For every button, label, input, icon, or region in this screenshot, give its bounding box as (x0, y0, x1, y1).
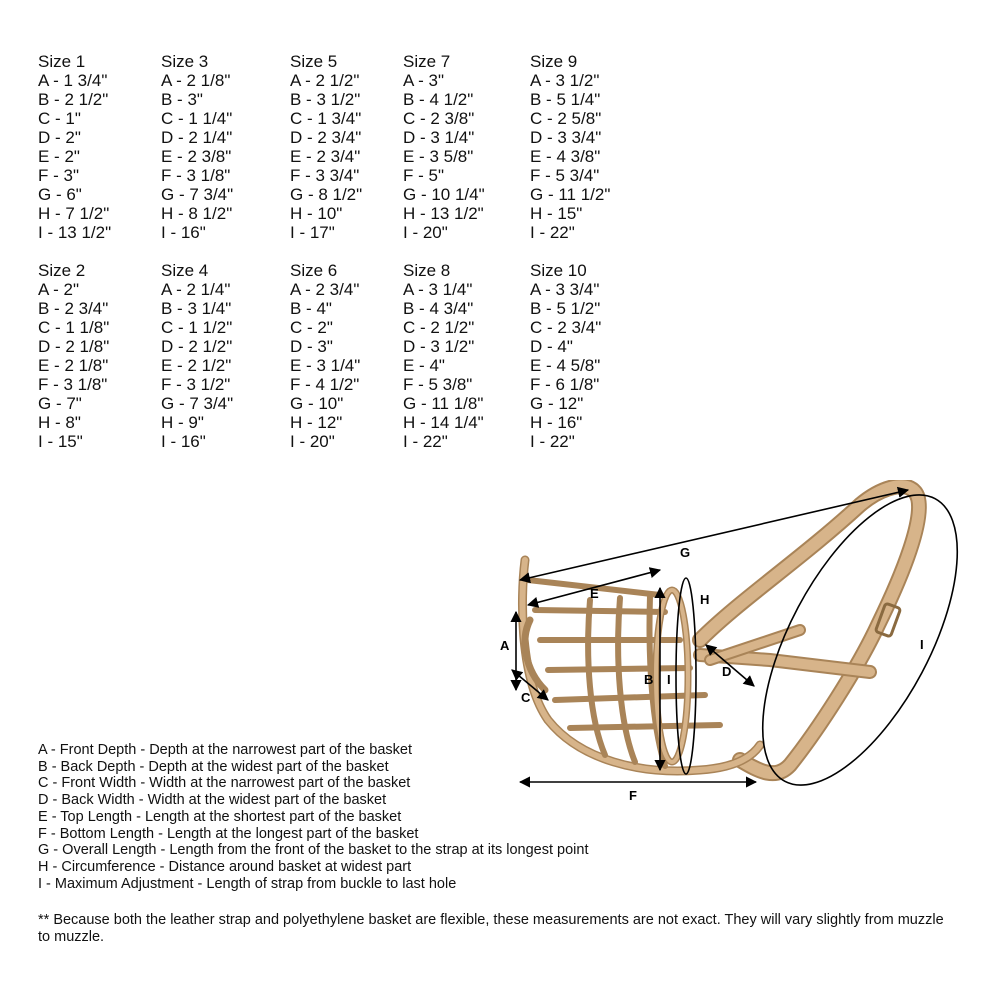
size-title: Size 2 (38, 261, 86, 280)
size-measure: G - 10 1/4" (403, 185, 485, 204)
size-measure: B - 5 1/2" (530, 299, 601, 318)
footnote: ** Because both the leather strap and polyethylene basket are flexible, these measurements are not exact. They will vary slightly from muzzle to muzzle. (38, 912, 944, 945)
size-measure: H - 16" (530, 413, 583, 432)
size-block (290, 261, 420, 451)
label-i-inner: I (667, 672, 671, 687)
legend-item: D - Back Width - Width at the widest part of the basket (38, 792, 387, 809)
size-measure: A - 3" (403, 71, 444, 90)
size-measure: H - 8" (38, 413, 81, 432)
size-measure: D - 3 3/4" (530, 128, 602, 147)
size-measure: D - 3 1/4" (403, 128, 475, 147)
size-measure: F - 3 3/4" (290, 166, 360, 185)
label-e: E (590, 586, 599, 601)
size-measure: A - 2 1/8" (161, 71, 231, 90)
size-measure: C - 1" (38, 109, 81, 128)
size-measure: A - 3 3/4" (530, 280, 600, 299)
size-measure: G - 11 1/8" (403, 394, 484, 413)
size-measure: F - 3 1/8" (161, 166, 231, 185)
size-measure: E - 2 3/8" (161, 147, 232, 166)
legend-item: F - Bottom Length - Length at the longest part of the basket (38, 825, 419, 842)
size-measure: H - 10" (290, 204, 343, 223)
size-measure: A - 2 1/4" (161, 280, 231, 299)
size-measure: G - 7 3/4" (161, 394, 234, 413)
label-h: H (700, 592, 710, 607)
size-measure: A - 1 3/4" (38, 71, 108, 90)
size-measure: H - 14 1/4" (403, 413, 484, 432)
legend-item: C - Front Width - Width at the narrowest part of the basket (38, 775, 411, 792)
size-measure: E - 2" (38, 147, 80, 166)
size-measure: D - 2 1/8" (38, 337, 110, 356)
size-measure: D - 3" (290, 337, 333, 356)
size-measure: I - 13 1/2" (38, 223, 112, 242)
size-measure: G - 7 3/4" (161, 185, 234, 204)
size-block (38, 261, 168, 451)
size-block (290, 52, 420, 242)
legend-item: H - Circumference - Distance around basket at widest part (38, 858, 412, 875)
size-measure: E - 4 3/8" (530, 147, 601, 166)
size-measure: I - 17" (290, 223, 335, 242)
size-measure: E - 4" (403, 356, 445, 375)
size-block (161, 52, 291, 242)
size-measure: G - 11 1/2" (530, 185, 611, 204)
size-title: Size 4 (161, 261, 209, 280)
size-measure: I - 22" (530, 432, 575, 451)
size-measure: I - 22" (403, 432, 448, 451)
size-measure: B - 4 3/4" (403, 299, 474, 318)
size-measure: D - 2" (38, 128, 81, 147)
size-measure: A - 2 3/4" (290, 280, 360, 299)
legend-item: A - Front Depth - Depth at the narrowest part of the basket (38, 742, 412, 758)
size-measure: D - 2 3/4" (290, 128, 362, 147)
size-title: Size 8 (403, 261, 451, 280)
size-measure: C - 2 3/4" (530, 318, 602, 337)
size-measure: H - 13 1/2" (403, 204, 484, 223)
size-measure: H - 8 1/2" (161, 204, 233, 223)
size-measure: I - 20" (403, 223, 448, 242)
size-measure: A - 2" (38, 280, 79, 299)
size-measure: F - 3" (38, 166, 79, 185)
size-measure: B - 4 1/2" (403, 90, 474, 109)
size-title: Size 3 (161, 52, 209, 71)
size-measure: F - 3 1/8" (38, 375, 108, 394)
legend-item: B - Back Depth - Depth at the widest part of the basket (38, 758, 389, 775)
size-measure: C - 1 1/2" (161, 318, 233, 337)
size-measure: E - 3 5/8" (403, 147, 474, 166)
size-measure: C - 2 1/2" (403, 318, 475, 337)
size-title: Size 5 (290, 52, 338, 71)
size-measure: D - 4" (530, 337, 573, 356)
size-title: Size 7 (403, 52, 451, 71)
size-block (38, 52, 168, 242)
size-measure: G - 8 1/2" (290, 185, 363, 204)
muzzle-strap (700, 486, 919, 773)
size-measure: E - 2 1/2" (161, 356, 232, 375)
label-a: A (500, 638, 510, 653)
size-measure: I - 15" (38, 432, 83, 451)
legend-item: E - Top Length - Length at the shortest part of the basket (38, 808, 402, 825)
size-measure: E - 3 1/4" (290, 356, 361, 375)
size-title: Size 10 (530, 261, 587, 280)
size-measure: D - 2 1/4" (161, 128, 233, 147)
size-measure: A - 3 1/4" (403, 280, 473, 299)
size-measure: G - 7" (38, 394, 82, 413)
size-measure: F - 6 1/8" (530, 375, 600, 394)
size-measure: H - 12" (290, 413, 343, 432)
size-measure: F - 4 1/2" (290, 375, 360, 394)
size-block (403, 52, 533, 242)
size-measure: D - 2 1/2" (161, 337, 233, 356)
size-measure: B - 3 1/4" (161, 299, 232, 318)
size-measure: C - 2 5/8" (530, 109, 602, 128)
size-measure: I - 16" (161, 223, 206, 242)
size-measure: F - 5 3/8" (403, 375, 473, 394)
size-measure: G - 10" (290, 394, 344, 413)
size-measure: E - 2 1/8" (38, 356, 109, 375)
size-measure: F - 3 1/2" (161, 375, 231, 394)
size-title: Size 6 (290, 261, 338, 280)
size-measure: H - 7 1/2" (38, 204, 110, 223)
size-measure: I - 20" (290, 432, 335, 451)
size-measure: F - 5" (403, 166, 444, 185)
label-f: F (629, 788, 637, 803)
size-block (530, 261, 660, 451)
size-measure: C - 2 3/8" (403, 109, 475, 128)
size-measure: B - 3 1/2" (290, 90, 361, 109)
size-measure: F - 5 3/4" (530, 166, 600, 185)
size-measure: E - 4 5/8" (530, 356, 601, 375)
size-measure: D - 3 1/2" (403, 337, 475, 356)
label-d: D (722, 664, 732, 679)
size-title: Size 9 (530, 52, 578, 71)
size-measure: A - 3 1/2" (530, 71, 600, 90)
size-measure: I - 22" (530, 223, 575, 242)
size-measure: E - 2 3/4" (290, 147, 361, 166)
label-i: I (920, 637, 924, 652)
size-measure: C - 1 1/4" (161, 109, 233, 128)
size-measure: G - 12" (530, 394, 584, 413)
size-measure: B - 2 1/2" (38, 90, 109, 109)
size-block (403, 261, 533, 451)
size-measure: I - 16" (161, 432, 206, 451)
label-c: C (521, 690, 531, 705)
measurement-legend (38, 742, 738, 892)
size-measure: B - 3" (161, 90, 203, 109)
size-measure: B - 2 3/4" (38, 299, 109, 318)
size-measure: B - 4" (290, 299, 332, 318)
size-measure: C - 1 1/8" (38, 318, 110, 337)
size-measure: H - 15" (530, 204, 583, 223)
size-measure: A - 2 1/2" (290, 71, 360, 90)
size-measure: H - 9" (161, 413, 204, 432)
label-g: G (680, 545, 691, 560)
legend-item: G - Overall Length - Length from the front of the basket to the strap at its longest point (38, 842, 589, 859)
size-block (161, 261, 291, 451)
size-measure: C - 1 3/4" (290, 109, 362, 128)
size-title: Size 1 (38, 52, 86, 71)
label-b: B (644, 672, 654, 687)
size-block (530, 52, 660, 242)
size-measure: B - 5 1/4" (530, 90, 601, 109)
size-measure: C - 2" (290, 318, 333, 337)
legend-item: I - Maximum Adjustment - Length of strap from buckle to last hole (38, 875, 457, 892)
size-measure: G - 6" (38, 185, 82, 204)
